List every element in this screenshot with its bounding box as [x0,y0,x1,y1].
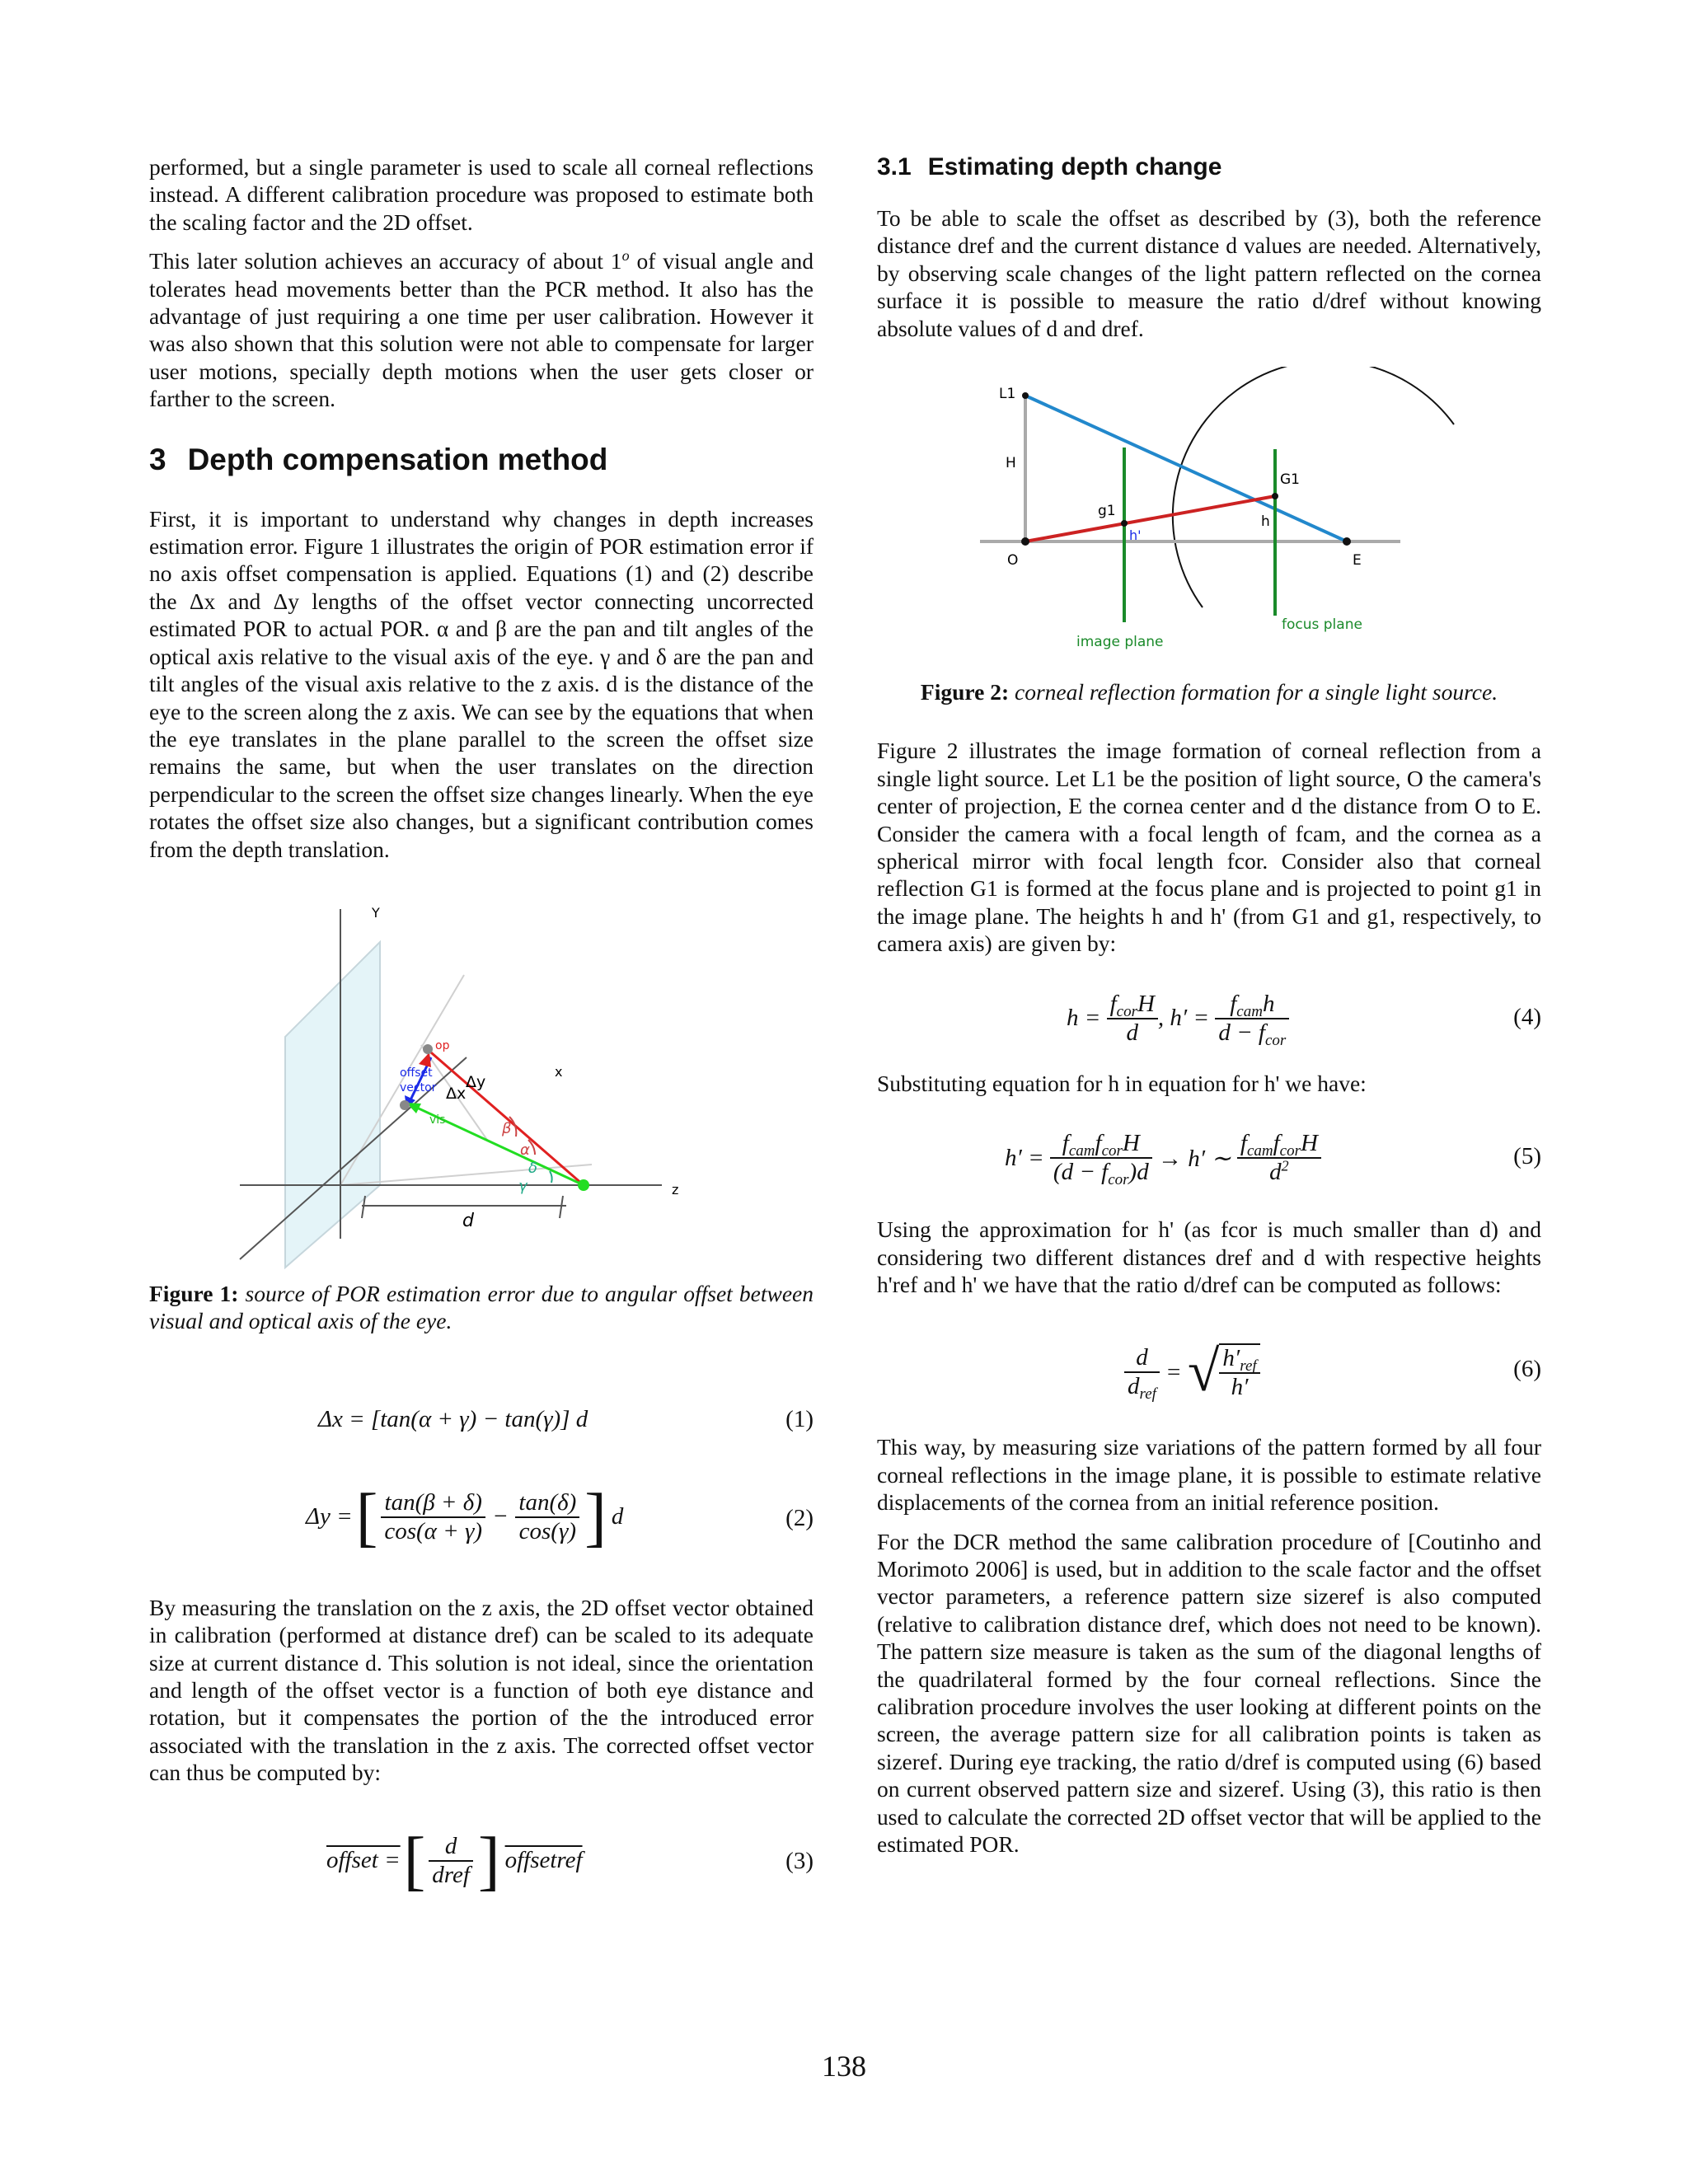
subsection-number: 3.1 [877,153,912,180]
equation-1-number: (1) [785,1405,814,1432]
op-label: op [435,1038,450,1052]
section-number: 3 [149,442,166,476]
equation-6 [877,1331,1541,1413]
figure-2 [877,367,1541,663]
subsection-heading [877,153,1541,181]
equation-6-number: (6) [1513,1356,1541,1383]
equation-5 [877,1125,1541,1191]
equation-4-number: (4) [1513,1003,1541,1030]
reflection-ray [1025,496,1275,544]
equation-4-body: h = $\frac{f_{cor}H}{d}$ , h′ = $\frac{f_{cam}h}{d - f_{cor}}$ [1067,986,1289,1052]
x-axis-label: x [555,1063,563,1080]
l1-point [1022,392,1029,399]
figure-2-diagram [877,367,1541,663]
paragraph-offset: By measuring the translation on the z axis, the 2D offset vector obtained in calibration (performed at distance dref) can be scaled to its adequate size at current distance d. This solution is not ideal, since the orientation and length of the offset vector is a function of both eye distance and rotation, but it compensates the portion of the the introduced error associated with the translation in the z axis. The corrected offset vector can thus be computed by: [149,1594,814,1786]
paragraph-formation: Figure 2 illustrates the image formation of corneal reflection from a single light source. Let L1 be the position of light source, O the camera's center of projection, E the cornea center and d the distance from O to E. Consider the camera with a focal length of fcam, and the cornea as a spherical mirror with focal length fcor. Consider also that corneal reflection G1 is formed at the focus plane and is projected to point g1 in the image plane. The heights h and h' (from G1 and g1, respectively, to camera axis) are given by: [877,738,1541,957]
e-label: E [1353,552,1362,569]
g1-label: G1 [1280,471,1300,489]
figure-1-label: Figure 1: [149,1280,239,1306]
delta-label: δ [528,1159,538,1177]
eye-point [578,1179,589,1191]
gamma-arc [550,1171,552,1183]
equation-3-body [326,1820,583,1902]
paragraph-intro-2-text-a: This later solution achieves an accuracy of about 1 [149,248,622,274]
y-axis-label: Y [372,904,380,921]
g1-small-label: g1 [1098,503,1116,520]
paragraph-measure: This way, by measuring size variations of the pattern formed by all four corneal reflections in the image plane, it is possible to estimate relative displacements of the cornea from an initial reference position. [877,1434,1541,1516]
equation-2-minus: − [494,1503,508,1530]
degree-superscript: o [621,247,630,265]
equation-2-tail: d [611,1503,624,1530]
equation-2-frac-1 [381,1489,485,1545]
equation-3-num: d [429,1833,473,1862]
z-axis-label: z [672,1181,679,1197]
figure-1 [149,893,814,1280]
g1-small-point [1121,520,1128,527]
paragraph-dcr: For the DCR method the same calibration procedure of [Coutinho and Morimoto 2006] is used, but in addition to the scale factor and the offset vector parameters, a reference pattern size sizeref is also computed (relative to calibration distance dref, which does not need to be known). The pattern size measure is taken as the sum of the diagonal lengths of the quadrilateral formed by the four corneal reflections. Since the calibration procedure involves the user looking at different points on the screen, the average pattern size for all calibration points is taken as sizeref. During eye tracking, the ratio d/dref is computed using (6) based on current observed pattern size and sizeref. Using (3), this ratio is then used to calculate the corrected 2D offset vector that will be applied to the estimated POR. [877,1528,1541,1857]
equation-2 [149,1472,814,1563]
equation-2-lhs: Δy = [306,1503,353,1530]
screen-plane [285,942,380,1268]
equation-2-body [306,1472,623,1563]
h-label: h [1261,513,1270,531]
vis-point [400,1100,410,1110]
figure-2-caption [877,678,1541,705]
equation-1 [149,1406,814,1455]
vis-label: vis [429,1113,446,1127]
image-plane-label: image plane [1076,634,1164,651]
equation-2-number: (2) [785,1504,814,1531]
offset-vector-label-2: vector [400,1080,437,1094]
equation-2-num-1: tan(β + δ) [381,1489,485,1518]
o-label: O [1007,552,1019,569]
equation-2-num-2: tan(δ) [515,1489,579,1518]
cornea-arc [1173,367,1454,607]
paragraph-intro-2 [149,247,814,412]
paragraph-subst: Substituting equation for h in equation for h' we have: [877,1070,1367,1096]
o-point [1021,537,1029,546]
e-point [1343,537,1351,546]
beta-label: β [502,1119,512,1137]
equation-3-lhs: offset = [326,1847,401,1874]
d-tick-right [560,1196,563,1218]
equation-2-bracket-right: ] [584,1480,607,1554]
focus-plane-label: focus plane [1282,616,1362,634]
paragraph-approx: Using the approximation for h' (as fcor is much smaller than d) and considering two different distances dref and d with respective heights h'ref and h' we have that the ratio d/dref can be computed as follows: [877,1216,1541,1297]
alpha-label: α [520,1141,530,1159]
equation-6-body: $\frac{d}{d_{ref}}$ = √ $\frac{h'_{ref}}{h'}$ [1124,1331,1260,1413]
equation-3-rhs: offsetref [504,1847,583,1874]
subsection-title: Estimating depth change [927,153,1222,180]
equation-3-den: dref [432,1861,470,1888]
left-column [149,153,814,1910]
figure-2-label: Figure 2: [920,679,1010,705]
page-number: 138 [822,2050,866,2083]
paragraph-depth: First, it is important to understand why changes in depth increases estimation error. Figure 1 illustrates the origin of POR estimation error if no axis offset compensation is applied. Equations (1) and (2) describe the Δx and Δy lengths of the offset vector connecting uncorrected estimated POR to actual POR. α and β are the pan and tilt angles of the optical axis relative to the visual axis of the eye. γ and δ are the pan and tilt angles of the visual axis relative to the z axis. d is the distance of the eye to the screen along the z axis. We can see by the equations that when the eye translates in the plane parallel to the screen the offset size remains the same, but when the user translates on the direction perpendicular to the screen the offset size changes linearly. When the eye rotates the offset size also changes, but a significant contribution comes from the depth translation. [149,505,814,862]
g1-point [1272,493,1278,499]
l1-label: L1 [999,386,1016,403]
paragraph-scale: To be able to scale the offset as described by (3), both the reference distance dref and the current distance d values are needed. Alternatively, by observing scale changes of the light pattern reflected on the cornea surface it is possible to measure the ratio d/dref without knowing absolute values of d and dref. [877,205,1541,341]
paragraph-intro-1: performed, but a single parameter is used to scale all corneal reflections instead. A different calibration procedure was proposed to estimate both the scaling factor and the 2D offset. [149,154,814,235]
equation-3 [149,1820,814,1910]
section-heading [149,443,814,477]
op-point [423,1044,433,1054]
equation-5-number: (5) [1513,1143,1541,1170]
light-ray [1025,396,1347,544]
equation-2-den-2: cos(γ) [518,1517,577,1544]
delta-y-label: Δy [466,1072,486,1091]
equation-2-den-1: cos(α + γ) [384,1517,483,1544]
equation-1-body: Δx = [tan(α + γ) − tan(γ)] d [318,1405,588,1432]
paragraph-intro-2-text-b: of visual angle and tolerates head movements better than the PCR method. It also has the advantage of just requiring a one time per user calibration. However it was also shown that this solution were not able to compensate for larger user motions, specially depth motions when the user gets closer or farther to the screen. [149,248,814,412]
delta-x-label: Δx [446,1084,467,1103]
equation-5-body: h′ = $\frac{f_{cam}f_{cor}H}{(d - f_{cor})d}$ → h′ ∼ $\frac{f_{cam}f_{cor}H}{d^2}$ [1005,1125,1321,1191]
section-title: Depth compensation method [187,442,608,476]
figure-1-diagram [149,893,814,1280]
equation-3-bracket-right: ] [477,1824,500,1897]
equation-3-frac [429,1833,473,1889]
gamma-label: γ [518,1177,528,1195]
equation-2-frac-2 [515,1489,579,1545]
figure-1-caption-text: source of POR estimation error due to angular offset between visual and optical axis of the eye. [149,1280,814,1334]
op-arrowhead [419,1052,431,1067]
equation-3-bracket-left: [ [403,1824,426,1897]
offset-vector-label-1: offset [400,1066,433,1080]
h-prime-label: h' [1129,527,1142,544]
d-label: d [462,1210,474,1231]
equation-4 [877,986,1541,1052]
h-line-label: H [1006,455,1016,472]
right-column [877,153,1541,1858]
equation-2-bracket-left: [ [355,1480,378,1554]
equation-3-number: (3) [785,1847,814,1874]
figure-2-caption-text: corneal reflection formation for a single light source. [1014,679,1498,705]
figure-1-caption [149,1280,814,1335]
